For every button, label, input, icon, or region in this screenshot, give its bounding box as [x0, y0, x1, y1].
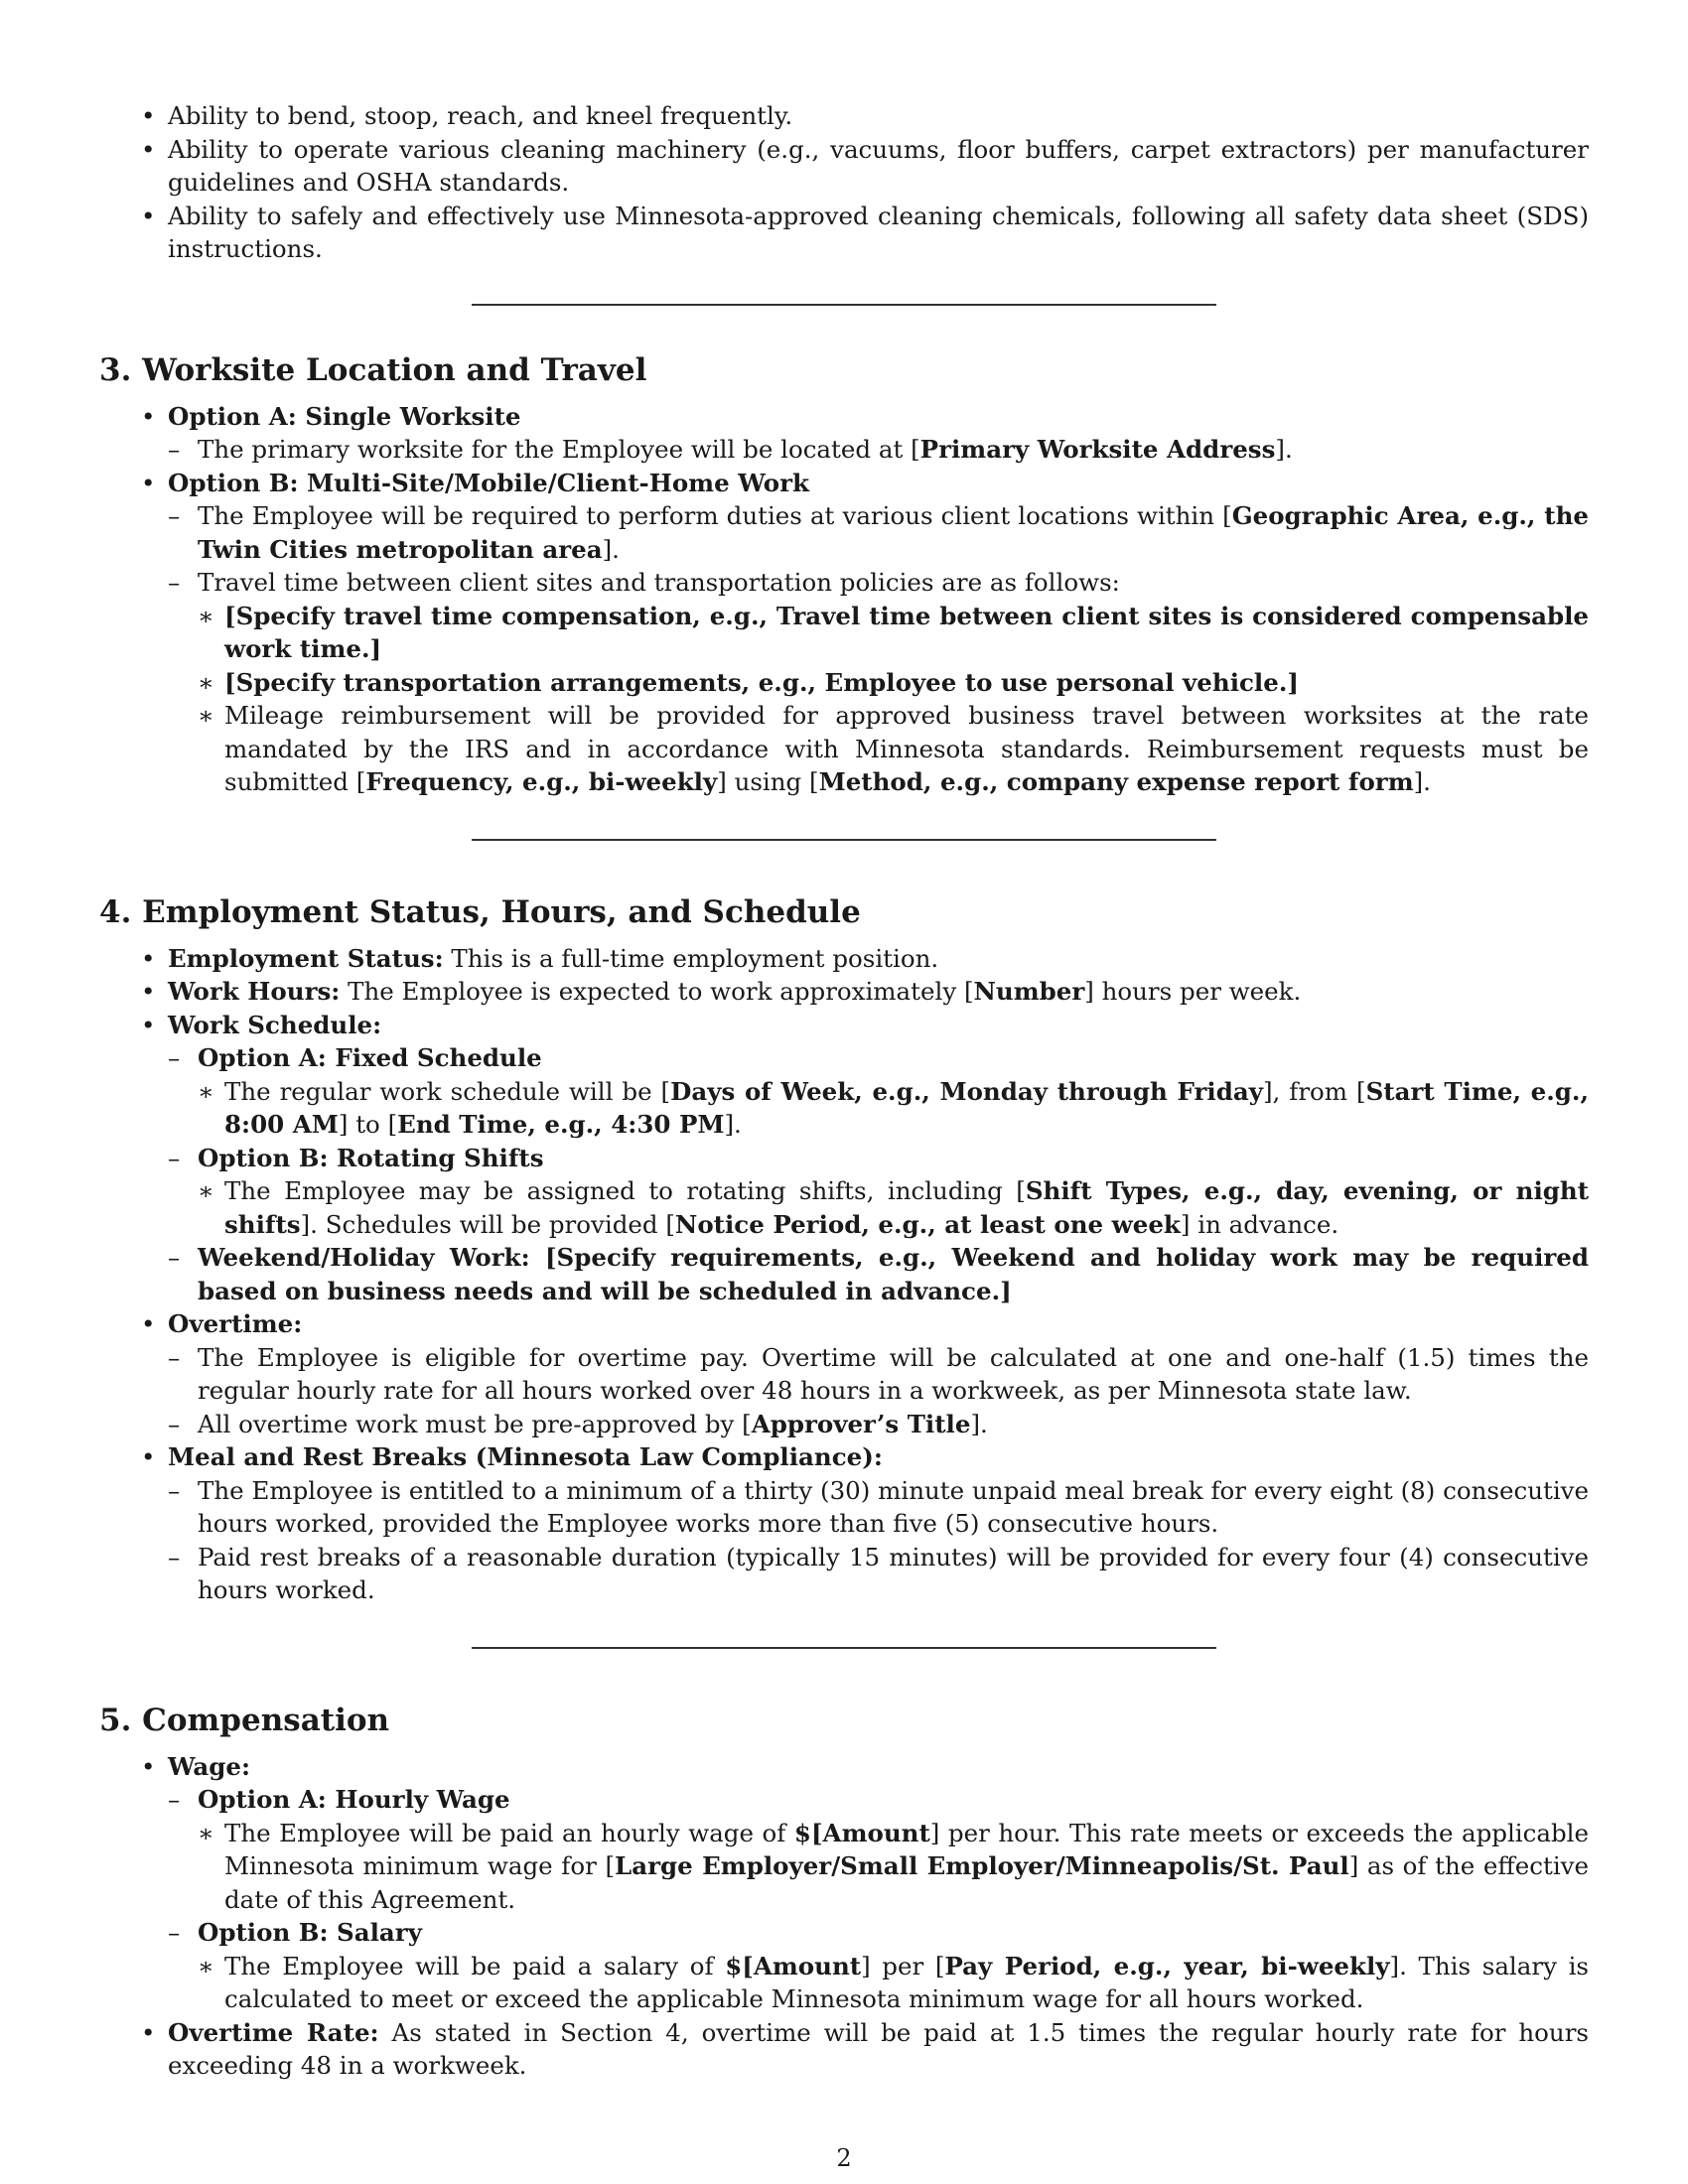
- list-item: ∗ Mileage reimbursement will be provided for approved business travel between worksites at the rate mandated by the IRS and in accordance with Minnesota standards. Reimbursement requests must be submitted [Frequency, e.g., bi-weekly] using [Method, e.g., company expense report form].: [198, 699, 1589, 799]
- list-item: • Work Schedule: – Option A: Fixed Schedule ∗ The regular work schedule will be [Days of Week, e.g., Monday through Friday], from [Start Time, e.g., 8:00 AM] to [End Time, e.g., 4:30 PM]. – Option B: Rotating Shifts ∗ The Employee may be assigned to rotating shifts, including [Shift Types, e.g., day, evening, or night shifts]. Schedules will be provided [Notice Period, e.g., at least one week] in advance. – Weekend/Holiday Work: [Specify requirements, e.g., Weekend and holiday work may be required based on business needs and will be scheduled in advance.]: [99, 1009, 1589, 1308]
- list-item: – All overtime work must be pre-approved by [Approver’s Title].: [168, 1408, 1589, 1441]
- page-number: 2: [836, 2144, 852, 2172]
- list-item: ∗ [Specify travel time compensation, e.g., Travel time between client sites is considered compensable work time.]: [198, 600, 1589, 666]
- list-item: – The Employee is entitled to a minimum of a thirty (30) minute unpaid meal break for every eight (8) consecutive hours worked, provided the Employee works more than five (5) consecutive hours.: [168, 1474, 1589, 1541]
- list-item: – Option B: Salary ∗ The Employee will be paid a salary of $[Amount] per [Pay Period, e.g., year, bi-weekly]. This salary is calculated to meet or exceed the applicable Minnesota minimum wage for all hours worked.: [168, 1916, 1589, 2016]
- placeholder: Number: [973, 977, 1085, 1006]
- section-divider: [472, 1647, 1216, 1649]
- list-item: – Option A: Fixed Schedule ∗ The regular work schedule will be [Days of Week, e.g., Monday through Friday], from [Start Time, e.g., 8:00 AM] to [End Time, e.g., 4:30 PM].: [168, 1041, 1589, 1142]
- list-item: • Ability to safely and effectively use Minnesota-approved cleaning chemicals, following all safety data sheet (SDS) instructions.: [99, 200, 1589, 266]
- list-item: [99, 467, 1589, 799]
- list-item: • Employment Status: This is a full-time employment position.: [99, 942, 1589, 976]
- list-item: • Overtime Rate: As stated in Section 4, overtime will be paid at 1.5 times the regular hourly rate for hours exceeding 48 in a workweek.: [99, 2016, 1589, 2083]
- list-item: ∗ The Employee may be assigned to rotating shifts, including [Shift Types, e.g., day, evening, or night shifts]. Schedules will be provided [Notice Period, e.g., at least one week] in advance.: [198, 1174, 1589, 1241]
- list-item: – Weekend/Holiday Work: [Specify requirements, e.g., Weekend and holiday work may be required based on business needs and will be scheduled in advance.]: [168, 1241, 1589, 1307]
- section-divider: [472, 304, 1216, 306]
- option-label: Option B: Multi-Site/Mobile/Client-Home Work: [168, 468, 809, 497]
- list-item: – Option B: Rotating Shifts ∗ The Employee may be assigned to rotating shifts, including [Shift Types, e.g., day, evening, or night shifts]. Schedules will be provided [Notice Period, e.g., at least one week] in advance.: [168, 1142, 1589, 1242]
- list-item: – The primary worksite for the Employee will be located at [Primary Worksite Address].: [168, 433, 1589, 467]
- list-item: – Option A: Hourly Wage ∗ The Employee will be paid an hourly wage of $[Amount] per hour. This rate meets or exceeds the applicable Minnesota minimum wage for [Large Employer/Small Employer/Minneapolis/St. Paul] as of the effective date of this Agreement.: [168, 1783, 1589, 1916]
- section-4-list: [99, 942, 1589, 1607]
- placeholder: Method, e.g., company expense report form: [818, 767, 1414, 796]
- list-item: • Ability to operate various cleaning machinery (e.g., vacuums, floor buffers, carpet extractors) per manufacturer guidelines and OSHA standards.: [99, 133, 1589, 200]
- section-divider: [472, 839, 1216, 841]
- list-item: ∗ The regular work schedule will be [Days of Week, e.g., Monday through Friday], from [Start Time, e.g., 8:00 AM] to [End Time, e.g., 4:30 PM].: [198, 1075, 1589, 1142]
- list-item: ∗ The Employee will be paid a salary of $[Amount] per [Pay Period, e.g., year, bi-weekly]. This salary is calculated to meet or exceed the applicable Minnesota minimum wage for all hours worked.: [198, 1950, 1589, 2016]
- list-item: – The Employee will be required to perform duties at various client locations within [Geographic Area, e.g., the Twin Cities metropolitan area].: [168, 499, 1589, 566]
- section-4-heading: 4. Employment Status, Hours, and Schedule: [99, 893, 861, 930]
- list-item: [99, 400, 1589, 467]
- list-item: – Travel time between client sites and transportation policies are as follows: ∗ [Specify travel time compensation, e.g., Travel time between client sites is considered compensable work time.] ∗ [Specify transportation arrangements, e.g., Employee to use personal vehicle.] ∗ Mileage reimbursement will be provided for approved business travel between worksites at the rate mandated by the IRS and in accordance with Minnesota standards. Reimbursement requests must be submitted [Frequency, e.g., bi-weekly] using [Method, e.g., company expense report form].: [168, 566, 1589, 799]
- list-item: – Paid rest breaks of a reasonable duration (typically 15 minutes) will be provided for every four (4) consecutive hours worked.: [168, 1541, 1589, 1607]
- section-3-list: [99, 400, 1589, 799]
- placeholder: Frequency, e.g., bi-weekly: [365, 767, 718, 796]
- list-item: • Meal and Rest Breaks (Minnesota Law Compliance): – The Employee is entitled to a minimum of a thirty (30) minute unpaid meal break for every eight (8) consecutive hours worked, provided the Employee works more than five (5) consecutive hours. – Paid rest breaks of a reasonable duration (typically 15 minutes) will be provided for every four (4) consecutive hours worked.: [99, 1440, 1589, 1607]
- section-5-list: [99, 1750, 1589, 2083]
- placeholder: Primary Worksite Address: [919, 435, 1276, 464]
- list-item: ∗ The Employee will be paid an hourly wage of $[Amount] per hour. This rate meets or exceeds the applicable Minnesota minimum wage for [Large Employer/Small Employer/Minneapolis/St. Paul] as of the effective date of this Agreement.: [198, 1817, 1589, 1917]
- page-content: [99, 99, 1589, 2083]
- option-label: Option A: Single Worksite: [168, 401, 521, 431]
- section-5-heading: 5. Compensation: [99, 1702, 390, 1738]
- list-item: – The Employee is eligible for overtime pay. Overtime will be calculated at one and one-half (1.5) times the regular hourly rate for all hours worked over 48 hours in a workweek, as per Minnesota state law.: [168, 1341, 1589, 1408]
- list-item: • Ability to bend, stoop, reach, and kneel frequently.: [99, 99, 1589, 133]
- list-item: • Wage: – Option A: Hourly Wage ∗ The Employee will be paid an hourly wage of $[Amount] per hour. This rate meets or exceeds the applicable Minnesota minimum wage for [Large Employer/Small Employer/Minneapolis/St. Paul] as of the effective date of this Agreement. – Option B: Salary ∗ The Employee will be paid a salary of $[Amount] per [Pay Period, e.g., year, bi-weekly]. This salary is calculated to meet or exceed the applicable Minnesota minimum wage for all hours worked.: [99, 1750, 1589, 2016]
- section-3-heading: 3. Worksite Location and Travel: [99, 351, 647, 388]
- list-item: ∗ [Specify transportation arrangements, e.g., Employee to use personal vehicle.]: [198, 666, 1589, 700]
- placeholder: Geographic Area, e.g., the Twin Cities metropolitan area: [198, 501, 1589, 564]
- physical-requirements-list: [99, 99, 1589, 266]
- list-item: • Overtime: – The Employee is eligible for overtime pay. Overtime will be calculated at one and one-half (1.5) times the regular hourly rate for all hours worked over 48 hours in a workweek, as per Minnesota state law. – All overtime work must be pre-approved by [Approver’s Title].: [99, 1307, 1589, 1440]
- list-item: • Work Hours: The Employee is expected to work approximately [Number] hours per week.: [99, 975, 1589, 1009]
